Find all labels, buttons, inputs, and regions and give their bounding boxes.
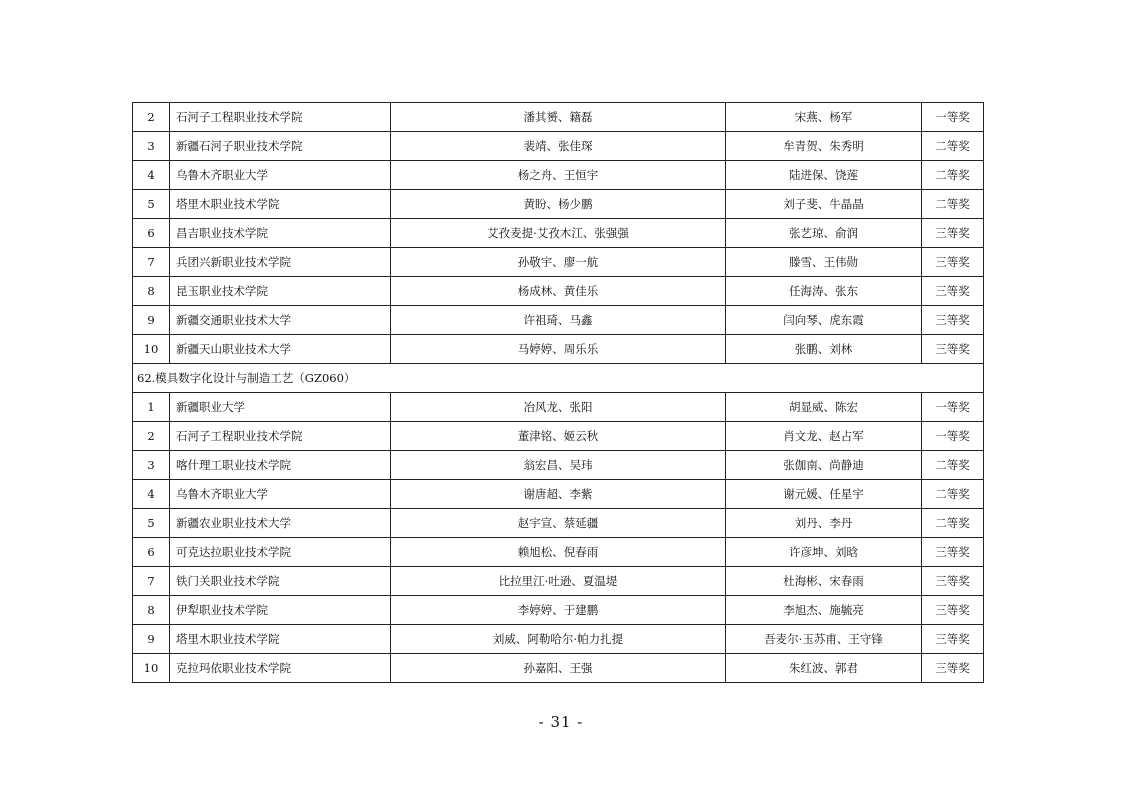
award-cell: 一等奖: [922, 393, 984, 422]
school-cell: 兵团兴新职业技术学院: [170, 248, 391, 277]
table-row: [133, 306, 984, 335]
award-cell: 三等奖: [922, 567, 984, 596]
award-cell: 二等奖: [922, 509, 984, 538]
teachers-cell: 刘丹、李丹: [726, 509, 922, 538]
students-cell: 孙嘉阳、王强: [391, 654, 726, 683]
rank-cell: 5: [133, 190, 170, 219]
students-cell: 董津铭、姬云秋: [391, 422, 726, 451]
rank-cell: 4: [133, 161, 170, 190]
page-number: - 31 -: [538, 713, 584, 731]
students-cell: 翁宏昌、吴玮: [391, 451, 726, 480]
table-row: [133, 277, 984, 306]
school-cell: 昆玉职业技术学院: [170, 277, 391, 306]
table-row: [133, 422, 984, 451]
award-cell: 三等奖: [922, 306, 984, 335]
table-row: [133, 103, 984, 132]
table-row: [133, 248, 984, 277]
students-cell: 孙敬宇、廖一航: [391, 248, 726, 277]
school-cell: 塔里木职业技术学院: [170, 625, 391, 654]
teachers-cell: 朱红波、郭君: [726, 654, 922, 683]
award-cell: 二等奖: [922, 190, 984, 219]
teachers-cell: 杜海彬、宋春雨: [726, 567, 922, 596]
teachers-cell: 牟青贺、朱秀明: [726, 132, 922, 161]
students-cell: 裴靖、张佳琛: [391, 132, 726, 161]
table-row: [133, 132, 984, 161]
school-cell: 新疆职业大学: [170, 393, 391, 422]
school-cell: 石河子工程职业技术学院: [170, 422, 391, 451]
table-row: [133, 567, 984, 596]
school-cell: 新疆交通职业技术大学: [170, 306, 391, 335]
school-cell: 昌吉职业技术学院: [170, 219, 391, 248]
teachers-cell: 张鹏、刘林: [726, 335, 922, 364]
students-cell: 赵宇宣、蔡延疆: [391, 509, 726, 538]
rank-cell: 3: [133, 132, 170, 161]
rank-cell: 8: [133, 596, 170, 625]
school-cell: 石河子工程职业技术学院: [170, 103, 391, 132]
students-cell: 赖旭松、倪春雨: [391, 538, 726, 567]
teachers-cell: 李旭杰、施毓亮: [726, 596, 922, 625]
school-cell: 塔里木职业技术学院: [170, 190, 391, 219]
school-cell: 克拉玛依职业技术学院: [170, 654, 391, 683]
award-cell: 三等奖: [922, 335, 984, 364]
students-cell: 比拉里江·吐逊、夏温堤: [391, 567, 726, 596]
students-cell: 谢唐超、李紫: [391, 480, 726, 509]
award-cell: 三等奖: [922, 219, 984, 248]
school-cell: 可克达拉职业技术学院: [170, 538, 391, 567]
table-row: [133, 625, 984, 654]
rank-cell: 9: [133, 625, 170, 654]
rank-cell: 10: [133, 335, 170, 364]
rank-cell: 6: [133, 538, 170, 567]
award-cell: 一等奖: [922, 103, 984, 132]
table-row: [133, 654, 984, 683]
award-cell: 三等奖: [922, 248, 984, 277]
table-row: [133, 480, 984, 509]
award-cell: 二等奖: [922, 161, 984, 190]
students-cell: 许祖琦、马鑫: [391, 306, 726, 335]
school-cell: 伊犁职业技术学院: [170, 596, 391, 625]
students-cell: 杨成林、黄佳乐: [391, 277, 726, 306]
rank-cell: 8: [133, 277, 170, 306]
students-cell: 潘其赟、籍磊: [391, 103, 726, 132]
award-cell: 三等奖: [922, 654, 984, 683]
teachers-cell: 许彦坤、刘晗: [726, 538, 922, 567]
rank-cell: 5: [133, 509, 170, 538]
section-title: 62.模具数字化设计与制造工艺（GZ060）: [133, 364, 984, 393]
school-cell: 乌鲁木齐职业大学: [170, 161, 391, 190]
table-row: [133, 393, 984, 422]
table-row: [133, 335, 984, 364]
rank-cell: 10: [133, 654, 170, 683]
teachers-cell: 张伽南、尚静迪: [726, 451, 922, 480]
teachers-cell: 闫向琴、虎东霞: [726, 306, 922, 335]
teachers-cell: 谢元媛、任星宇: [726, 480, 922, 509]
rank-cell: 2: [133, 103, 170, 132]
teachers-cell: 刘子斐、牛晶晶: [726, 190, 922, 219]
rank-cell: 2: [133, 422, 170, 451]
award-cell: 三等奖: [922, 277, 984, 306]
students-cell: 李婷婷、于建鹏: [391, 596, 726, 625]
teachers-cell: 吾麦尔·玉苏甫、王守锋: [726, 625, 922, 654]
table-row: [133, 509, 984, 538]
teachers-cell: 胡显威、陈宏: [726, 393, 922, 422]
students-cell: 马婷婷、周乐乐: [391, 335, 726, 364]
table-row: [133, 538, 984, 567]
table-row: [133, 219, 984, 248]
teachers-cell: 肖文龙、赵占军: [726, 422, 922, 451]
table-body: [133, 103, 984, 683]
students-cell: 黄盼、杨少鹏: [391, 190, 726, 219]
award-cell: 三等奖: [922, 596, 984, 625]
award-cell: 三等奖: [922, 538, 984, 567]
table-row: [133, 190, 984, 219]
table-row: [133, 161, 984, 190]
teachers-cell: 陆进保、饶莲: [726, 161, 922, 190]
students-cell: 杨之舟、王恒宇: [391, 161, 726, 190]
teachers-cell: 滕雪、王伟勋: [726, 248, 922, 277]
teachers-cell: 任海涛、张东: [726, 277, 922, 306]
table-row: [133, 451, 984, 480]
students-cell: 冶风龙、张阳: [391, 393, 726, 422]
rank-cell: 9: [133, 306, 170, 335]
section-header-row: [133, 364, 984, 393]
teachers-cell: 张艺琼、俞润: [726, 219, 922, 248]
rank-cell: 3: [133, 451, 170, 480]
students-cell: 艾孜麦提·艾孜木江、张强强: [391, 219, 726, 248]
rank-cell: 7: [133, 248, 170, 277]
award-cell: 二等奖: [922, 451, 984, 480]
school-cell: 新疆农业职业技术大学: [170, 509, 391, 538]
rank-cell: 7: [133, 567, 170, 596]
students-cell: 刘威、阿勒哈尔·帕力扎提: [391, 625, 726, 654]
rank-cell: 6: [133, 219, 170, 248]
awards-table: [132, 102, 984, 683]
award-cell: 二等奖: [922, 480, 984, 509]
school-cell: 新疆石河子职业技术学院: [170, 132, 391, 161]
rank-cell: 1: [133, 393, 170, 422]
award-cell: 一等奖: [922, 422, 984, 451]
school-cell: 铁门关职业技术学院: [170, 567, 391, 596]
rank-cell: 4: [133, 480, 170, 509]
school-cell: 乌鲁木齐职业大学: [170, 480, 391, 509]
award-cell: 三等奖: [922, 625, 984, 654]
award-cell: 二等奖: [922, 132, 984, 161]
table-row: [133, 596, 984, 625]
teachers-cell: 宋燕、杨军: [726, 103, 922, 132]
school-cell: 喀什理工职业技术学院: [170, 451, 391, 480]
school-cell: 新疆天山职业技术大学: [170, 335, 391, 364]
